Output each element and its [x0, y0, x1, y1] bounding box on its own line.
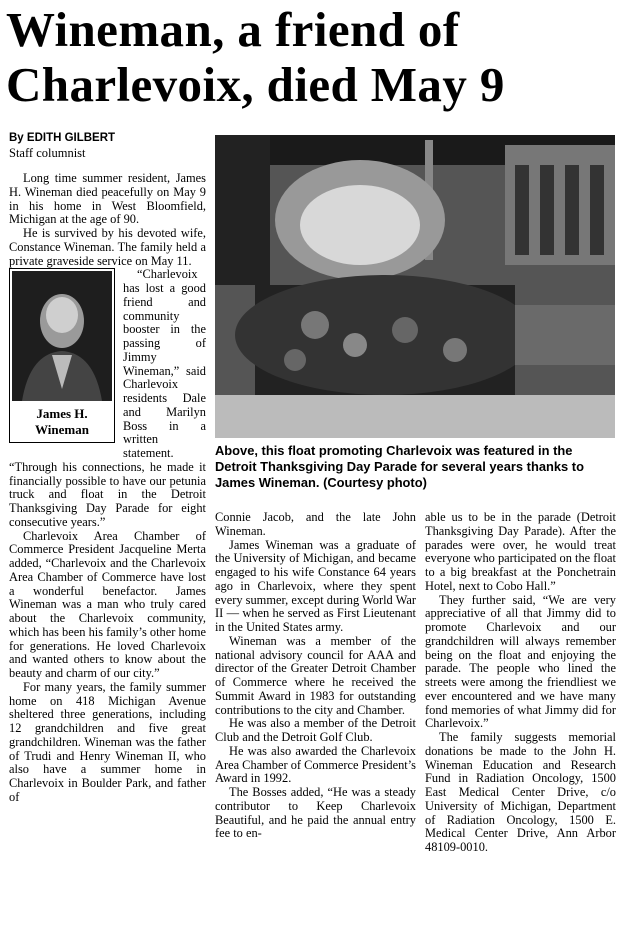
headline	[6, 2, 618, 112]
paragraph: Charlevoix Area Chamber of Commerce President Jacqueline Merta added, “Charlevoix and the Charlevoix Area Chamber of Commerce have lost a wonderful benefactor. James Wineman was a man who truly cared about the Charlevoix community, which has been his family’s other home for generations. He loved Charlevoix and wanted others to know about the beauty and charm of our city.”	[9, 528, 206, 680]
article-column-3	[425, 511, 616, 855]
article-column-2	[215, 511, 416, 841]
byline-author: By EDITH GILBERT	[9, 132, 116, 144]
headline-line-1: Wineman, a friend of	[6, 2, 460, 57]
portrait-photo	[12, 271, 112, 401]
paragraph: Long time summer resident, James H. Wineman died peacefully on May 9 in his home in West Bloomfield, Michigan at the age of 90.	[9, 171, 206, 227]
paragraph: Wineman was a member of the national advisory council for AAA and director of the Greater Detroit Chamber of Commerce where he received the Summit Award in 1983 for outstanding contributions to the city and Chamber.	[215, 633, 416, 717]
portrait-name-line-2: Wineman	[35, 422, 89, 438]
paragraph: They further said, “We are very appreciative of all that Jimmy did to promote Charlevoix and our grandchildren will always remember being on the float and enjoying the parade. The people who lined the streets were among the friendliest we ever encountered and we have many fond memories of what Jimmy did for Charlevoix.”	[425, 592, 616, 731]
paragraph: He was also awarded the Charlevoix Area Chamber of Commerce President’s Award in 1992.	[215, 743, 416, 786]
paragraph: He was also a member of the Detroit Club and the Detroit Golf Club.	[215, 716, 416, 744]
paragraph: Connie Jacob, and the late John Wineman.	[215, 510, 416, 538]
paragraph: He is survived by his devoted wife, Constance Wineman. The family held a private graveside service on May 11.	[9, 226, 206, 268]
portrait-name-line-1: James H.	[36, 406, 88, 422]
paragraph: James Wineman was a graduate of the University of Michigan, and became engaged to his wife Constance 64 years ago in Charlevoix, where they spent every summer, except during World War II — when he served as First Lieutenant in the United States army.	[215, 537, 416, 634]
headline-line-2: Charlevoix, died May 9	[6, 57, 505, 112]
paragraph: “Charlevoix has lost a good friend and community booster in the passing of Jimmy Wineman,” said Charlevoix residents Dale and Marilyn Boss in a written statement. “Through his connections, he made it financially possible to have our petunia truck and float in the Detroit Thanksgiving Day Parade for eight consecutive years.”	[9, 267, 206, 529]
paragraph: The Bosses added, “He was a steady contributor to Keep Charlevoix Beautiful, and he paid the annual entry fee to en-	[215, 785, 416, 841]
portrait-name	[10, 403, 114, 442]
paragraph: The family suggests memorial donations be made to the John H. Wineman Education and Research Fund in Radiation Oncology, 1500 East Medical Center Drive, c/o University of Michigan, Department of Radiation Oncology, 1500 E. Medical Center Drive, Ann Arbor 48109-0010.	[425, 730, 616, 854]
portrait-box	[9, 268, 115, 443]
paragraph: able us to be in the parade (Detroit Thanksgiving Day Parade). After the parades were over, he would treat everyone who participated on the float to a big breakfast at the Ponchetrain Hotel, next to Cobo Hall.”	[425, 510, 616, 593]
parade-float-photo	[215, 135, 615, 438]
byline-role: Staff columnist	[9, 146, 86, 160]
parade-float-image	[215, 135, 615, 438]
article-column-1	[9, 172, 206, 805]
photo-caption: Above, this float promoting Charlevoix was featured in the Detroit Thanksgiving Day Parade for several years thanks to James Wineman. (Courtesy photo)	[215, 443, 584, 490]
wineman-portrait-image	[12, 271, 112, 401]
paragraph: For many years, the family summer home on 418 Michigan Avenue sheltered three generations, including 12 grandchildren and five great grandchildren. Wineman was the father of Trudi and Henry Wineman II, who also have a summer home in Charlevoix in Boulder Park, and father of	[9, 679, 206, 804]
